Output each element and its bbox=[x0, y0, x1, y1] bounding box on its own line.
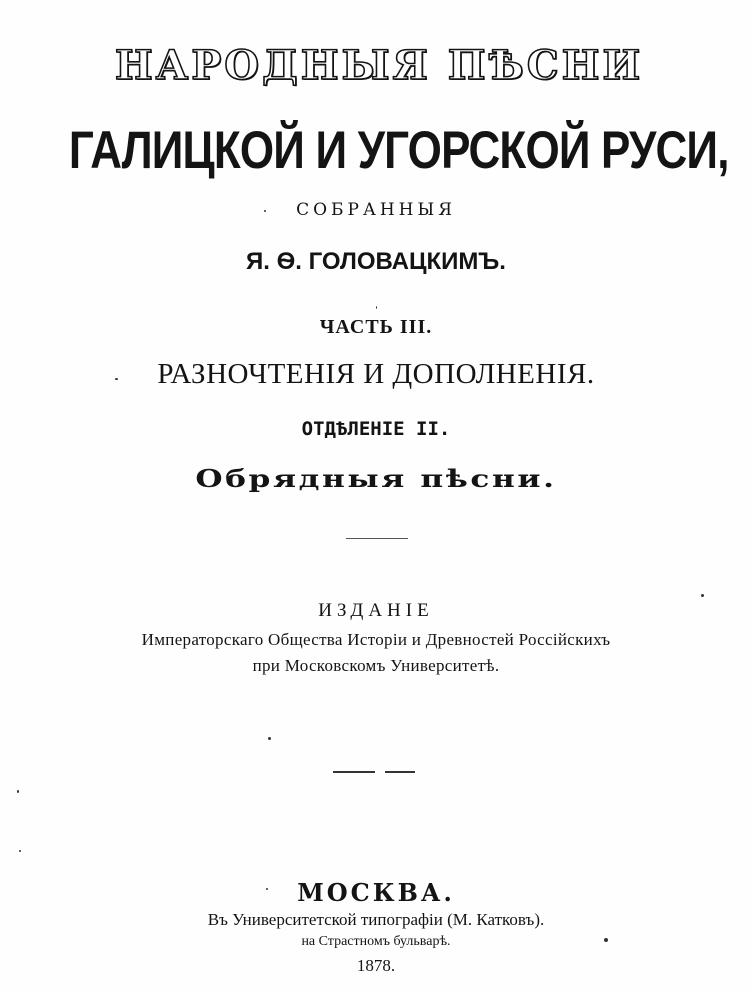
title-line-2: ГАЛИЦКОЙ И УГОРСКОЙ РУСИ, bbox=[68, 121, 729, 180]
divider-rule-bottom-right bbox=[385, 771, 415, 773]
scan-speck bbox=[266, 888, 268, 890]
part-title: РАЗНОЧТЕНІЯ И ДОПОЛНЕНІЯ. bbox=[157, 358, 595, 390]
section-number: ОТДѢЛЕНІЕ II. bbox=[301, 418, 451, 440]
imprint-printer: Въ Университетской типографіи (М. Катковъ). bbox=[207, 910, 545, 929]
publisher-line-2: при Московскомъ Университетѣ. bbox=[252, 656, 500, 675]
imprint-city: МОСКВА. bbox=[297, 878, 455, 907]
author-name: Я. Ѳ. ГОЛОВАЦКИМЪ. bbox=[246, 248, 506, 275]
title-line-1: НАРОДНЫЯ ПѢСНИ bbox=[114, 42, 644, 89]
scan-speck bbox=[376, 306, 377, 309]
collected-by-label: СОБРАННЫЯ bbox=[296, 200, 456, 220]
section-title: Обрядныя пѣсни. bbox=[195, 464, 557, 493]
scan-speck bbox=[604, 938, 608, 942]
imprint-address: на Страстномъ бульварѣ. bbox=[301, 934, 451, 949]
scan-speck bbox=[115, 378, 118, 380]
scan-speck bbox=[268, 737, 271, 740]
edition-label: ИЗДАНІЕ bbox=[318, 600, 434, 621]
divider-rule-top bbox=[346, 538, 408, 539]
scan-speck bbox=[264, 210, 266, 212]
part-number: ЧАСТЬ III. bbox=[319, 316, 433, 338]
scan-speck bbox=[701, 594, 704, 597]
scan-speck bbox=[19, 850, 21, 852]
imprint-year: 1878. bbox=[356, 956, 396, 975]
scan-speck bbox=[17, 790, 19, 793]
divider-rule-bottom-left bbox=[333, 771, 375, 773]
publisher-line-1: Императорскаго Общества Исторіи и Древностей Россійскихъ bbox=[141, 630, 611, 649]
